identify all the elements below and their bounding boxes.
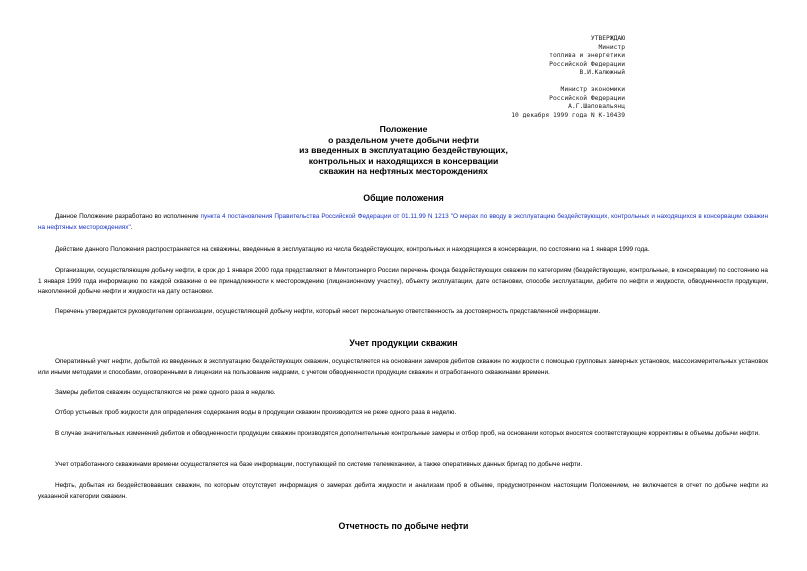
paragraph: Отбор устьевых проб жидкости для определения содержания воды в продукции скважин производится не реже одного раза в неделю. (55, 409, 457, 416)
paragraph: В случае значительных изменений дебитов и обводненности продукции скважин производятся дополнительные контрольные замеры и отбор проб, на основании которых вносятся соответствующие коррективы в объемы добычи нефти. (55, 430, 760, 437)
paragraph (38, 212, 768, 233)
section-heading-general: Общие положения (363, 193, 444, 203)
approval-line: А.Г.Шаповальянц (568, 103, 625, 111)
paragraph: Оперативный учет нефти, добытой из введенных в эксплуатацию бездействующих скважин, осуществляется на основании замеров дебитов скважин по жидкости с помощью групповых замерных установок, массоизмерительных установок или иными методами и способами, оговоренными в лицензии на пользование недрами, с учетом обводненности продукции скважин и отработанного скважинами времени. (38, 358, 768, 376)
approval-block (511, 35, 625, 120)
title-line: скважин на нефтяных месторождениях (319, 166, 488, 177)
paragraph: Действие данного Положения распространяется на скважины, введенные в эксплуатацию из числа бездействующих, контрольных и находящихся в консервации, по состоянию на 1 января 1999 года. (55, 246, 650, 253)
title-line: о раздельном учете добычи нефти (328, 134, 479, 145)
document-title (0, 124, 807, 177)
approval-line: Российской Федерации (549, 94, 625, 102)
paragraph: Замеры дебитов скважин осуществляются не реже одного раза в неделю. (55, 389, 276, 396)
section-heading-accounting: Учет продукции скважин (349, 338, 458, 348)
paragraph: Перечень утверждается руководителем организации, осуществляющей добычу нефти, который несет персональную ответственность за достоверность представленной информации. (55, 308, 601, 315)
approval-line: Министр (598, 43, 625, 51)
paragraph: Учет отработанного скважинами времени осуществляется на базе информации, поступающей по системе телемеханики, а также оперативных данных бригад по добыче нефти. (55, 461, 583, 468)
approval-line: УТВЕРЖДАЮ (590, 35, 625, 42)
approval-line: В.И.Калюжный (579, 69, 625, 77)
decree-link[interactable]: пункта 4 постановления Правительства Российской Федерации от 01.11.99 N 1213 "О мерах по вводу в эксплуатацию бездействующих, контрольных и находящихся в консервации скважин на нефтяных месторождениях" (38, 213, 769, 231)
approval-line: Российской Федерации (549, 60, 625, 68)
title-line: контрольных и находящихся в консервации (308, 155, 499, 166)
approval-line: топлива и энергетики (549, 52, 625, 60)
title-line: Положение (379, 124, 428, 134)
approval-date: 10 декабря 1999 года N К-10439 (511, 111, 625, 119)
paragraph-text: . (130, 223, 133, 231)
section-heading-reporting: Отчетность по добыче нефти (338, 521, 469, 531)
paragraph: Организации, осуществляющие добычу нефти, в срок до 1 января 2000 года представляют в Минтопэнерго России перечень фонда бездействующих скважин по категориям (бездействующие, контрольные, в консервации) по состоянию на 1 января 1999 года информацию по каждой скважине о ее принадлежности к месторождению (лицензионному участку), объекту эксплуатации, дате остановки, способе эксплуатации, дебите по нефти и жидкости, обводненности продукции, накопленной добыче нефти и жидкости на дату остановки. (38, 267, 768, 295)
paragraph-text: Данное Положение разработано во исполнение (55, 213, 201, 220)
title-line: из введенных в эксплуатацию бездействующих, (299, 145, 508, 156)
approval-line: Министр экономики (560, 85, 625, 93)
paragraph: Нефть, добытая из бездействовавших скважин, по которым отсутствует информация о замерах дебита жидкости и анализам проб в объеме, предусмотренном настоящим Положением, не включается в отчет по добыче нефти из указанной категории скважин. (38, 482, 768, 500)
